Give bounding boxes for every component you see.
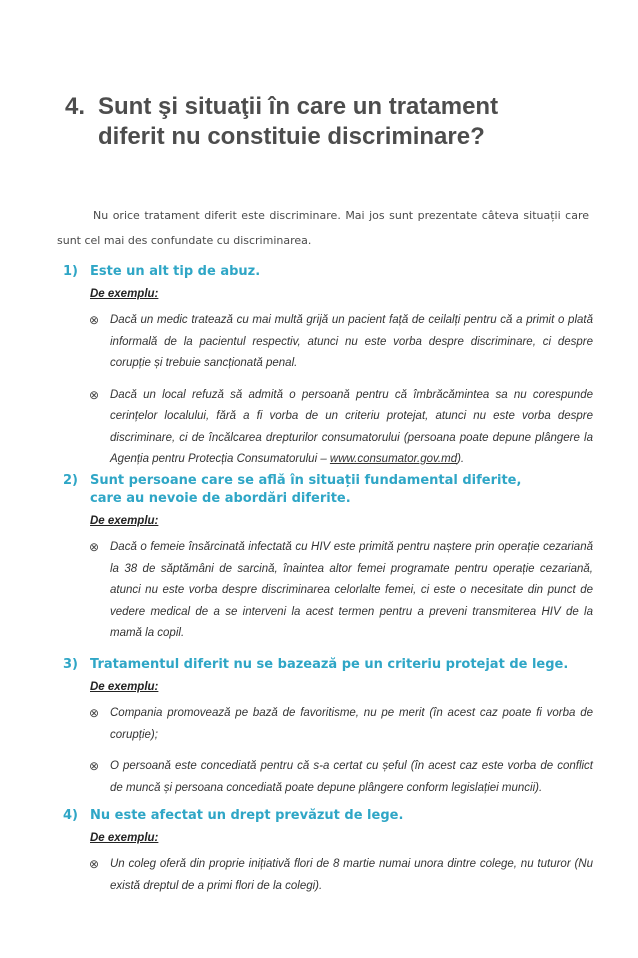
item-text: O persoană este concediată pentru că s-a certat cu șeful (în acest caz este vorba de conflict de muncă și persoana concediată poate depune plângere conform legislației muncii). — [110, 760, 593, 794]
section-3-title-text: Tratamentul diferit nu se bazează pe un criteriu protejat de lege. — [90, 657, 569, 672]
section-1-title-text: Este un alt tip de abuz. — [90, 264, 261, 279]
section-1-number: 1) — [63, 264, 78, 279]
example-label: De exemplu: — [90, 681, 159, 693]
section-2-number: 2) — [63, 473, 78, 488]
section-2 — [63, 472, 593, 645]
heading-line-2: diferit nu constituie discriminare? — [98, 123, 485, 150]
example-label: De exemplu: — [90, 288, 159, 300]
list-item — [63, 310, 593, 375]
section-1-title — [63, 263, 593, 281]
section-4-title-text: Nu este afectat un drept prevăzut de lege. — [90, 808, 404, 823]
circled-x-icon: ⊗ — [89, 857, 100, 871]
section-4-number: 4) — [63, 808, 78, 823]
list-item — [63, 756, 593, 799]
section-2-title-cont: care au nevoie de abordări diferite. — [90, 491, 351, 506]
list-item — [63, 385, 593, 471]
item-text: Compania promovează pe bază de favoritisme, nu pe merit (în acest caz poate fi vorba de corupție); — [110, 707, 593, 741]
list-item — [63, 537, 593, 645]
circled-x-icon: ⊗ — [89, 313, 100, 327]
section-4 — [63, 807, 593, 897]
circled-x-icon: ⊗ — [89, 759, 100, 773]
item-text: Un coleg oferă din proprie inițiativă flori de 8 martie numai unora dintre colege, nu tuturor (Nu există dreptul de a primi flori de la colegi). — [110, 858, 593, 892]
item-text: Dacă un medic tratează cu mai multă grijă un pacient față de ceilalți pentru că a primit o plată informală de la pacientul respectiv, atunci nu este vorba despre discriminare, ci despre corupție și trebuie sancționată penal. — [110, 314, 593, 369]
section-1 — [63, 263, 593, 471]
item-text: Dacă un local refuză să admită o persoană pentru că îmbrăcămintea sa nu corespunde cerințelor localului, fără a fi vorba de un criteriu protejat, atunci nu este vorba despre discriminare, ci de încălcarea drepturilor consumatorului (persoana poate depune plângere la Agenția pentru Protecția Consumatorului – — [110, 388, 593, 465]
list-item — [63, 703, 593, 746]
section-3-number: 3) — [63, 657, 78, 672]
consumator-link[interactable]: www.consumator.gov.md — [329, 453, 458, 465]
heading-number: 4. — [65, 93, 86, 120]
example-label: De exemplu: — [90, 515, 159, 527]
section-4-title — [63, 807, 593, 825]
section-2-title-text: Sunt persoane care se află în situații fundamental diferite, — [90, 473, 522, 488]
circled-x-icon: ⊗ — [89, 706, 100, 720]
item-text: Dacă o femeie însărcinată infectată cu HIV este primită pentru naștere prin operație cezariană la 38 de săptămâni de sarcină, înaintea altor femei programate pentru operație cezariană, atunci nu este vorba despre discriminarea celorlalte femei, ci este o necesitate din punct de vedere medical de a se interveni la acest termen pentru a preveni transmiterea HIV de la mamă la copil. — [110, 541, 593, 639]
section-3-title — [63, 656, 593, 674]
circled-x-icon: ⊗ — [89, 540, 100, 554]
link-tail: ). — [457, 453, 465, 465]
section-3 — [63, 656, 593, 799]
intro-paragraph: Nu orice tratament diferit este discriminare. Mai jos sunt prezentate câteva situații care sunt cel mai des confundate cu discriminarea. — [57, 209, 589, 247]
section-2-title — [63, 472, 593, 508]
example-label: De exemplu: — [90, 832, 159, 844]
heading-line-1: Sunt şi situaţii în care un tratament — [98, 93, 499, 120]
list-item — [63, 854, 593, 897]
page-title — [65, 92, 565, 152]
circled-x-icon: ⊗ — [89, 387, 100, 402]
